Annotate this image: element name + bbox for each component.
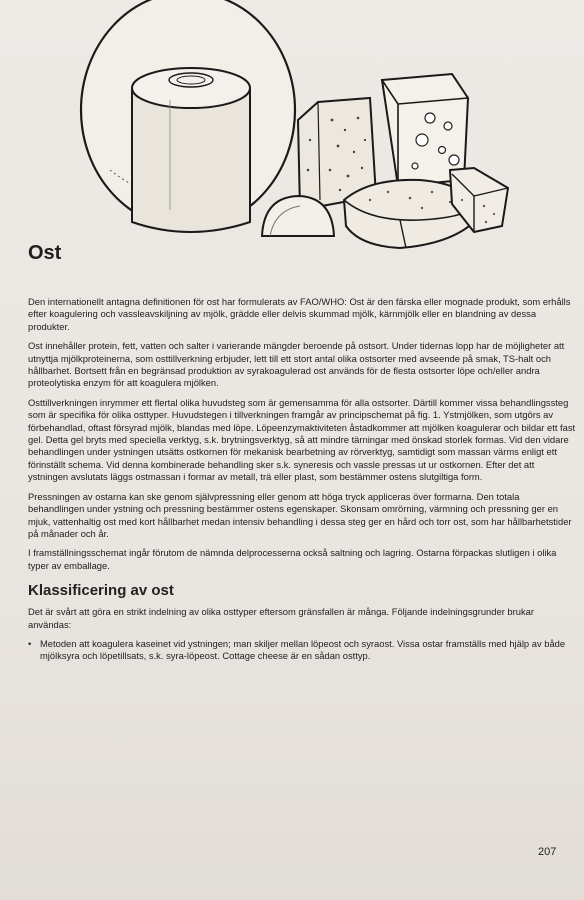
bullet-text: Metoden att koagulera kaseinet vid ystningen; man skiljer mellan löpeost och syraost. Vissa ostar framställs med hjälp av både mjölksyra och löpetillsats, s.k. syra-löpeost. Cottage cheese är en sådan osttyp. bbox=[40, 637, 566, 662]
paragraph: Den internationellt antagna definitionen för ost har formulerats av FAO/WHO: Ost är den färska eller mognade produkt, som erhålls efter koagulering och vassleavskiljning av mjölk, grädde eller delvis skummad mjölk, kärnmjölk eller en blandning av dessa produkter. bbox=[28, 296, 571, 332]
body-text bbox=[28, 296, 576, 663]
section-heading: Ost bbox=[28, 242, 62, 264]
paragraph: Det är svårt att göra en strikt indelning av olika osttyper eftersom gränsfallen är många. Följande indelningsgrunder brukar användas: bbox=[28, 606, 534, 630]
cheese-cylinder bbox=[132, 68, 250, 232]
paragraph: I framställningsschemat ingår förutom de nämnda delprocesserna också saltning och lagring. Ostarna förpackas slutligen i olika typer av emballage. bbox=[28, 547, 557, 571]
subheading: Klassificering av ost bbox=[28, 582, 174, 600]
paragraph: Osttillverkningen inrymmer ett flertal olika huvudsteg som är gemensamma för alla ostsorter. Därtill kommer vissa behandlingssteg som är specifika för olika osttyper. Huvudstegen i tillverkningen framgår av principschemat på fig. 1. Ystmjölken, som utgörs av förbehandlad, oftast försyrad mjölk, blandas med löpe. Löpeenzymaktiviteten åstadkommer att mjölken koagulerar och bildar ett fast gel. Detta gel bryts med speciella verktyg, s.k. brytningsverktyg, så att mindre tärningar med önskad storlek formas. Vid den vidare behandlingen under ystningen utsätts ostkornen för mekanisk bearbetning av rörverktyg, samtidigt som massan värms enligt ett förinställt schema. Vid denna kombinerade behandling sker s.k. syneresis och vassle pressas ut ur ostkornen. Efter det att ystningen avslutats läggs ostmassan i formar av metall, trä eller plast, som bestämmer ostens slutgiltiga form. bbox=[28, 396, 576, 483]
cheese-illustration bbox=[70, 0, 520, 260]
page-number: 207 bbox=[538, 846, 557, 858]
paragraph: Pressningen av ostarna kan ske genom självpressning eller genom att höga tryck appliceras över formarna. Den totala behandlingen under ystning och pressning bestämmer ostens egenskaper. Skonsam omrörning, värmning och pressning ger en mjuk, vattenhaltig ost med kort hållbarhet medan intensiv behandling i dessa steg ger en hård och torr ost, som har hållbarhetstider på månader och år. bbox=[28, 490, 572, 539]
bullet-dot-icon: • bbox=[28, 637, 32, 649]
paragraph: Ost innehåller protein, fett, vatten och salter i varierande mängder beroende på ostsort. Under tidernas lopp har de möjligheter att utnyttja mjölkproteinerna, som osttillverkning erbjuder, lett till ett stort antal olika ostsorter med avseende på smak, TS-halt och hållbarhet. Bortsett från en begränsad produktion av syrakoagulerad ost används för de flesta ostsorter löpe och/eller andra proteolytiska enzym för att koagulera mjölken. bbox=[28, 340, 565, 389]
bullet-item bbox=[28, 638, 576, 663]
